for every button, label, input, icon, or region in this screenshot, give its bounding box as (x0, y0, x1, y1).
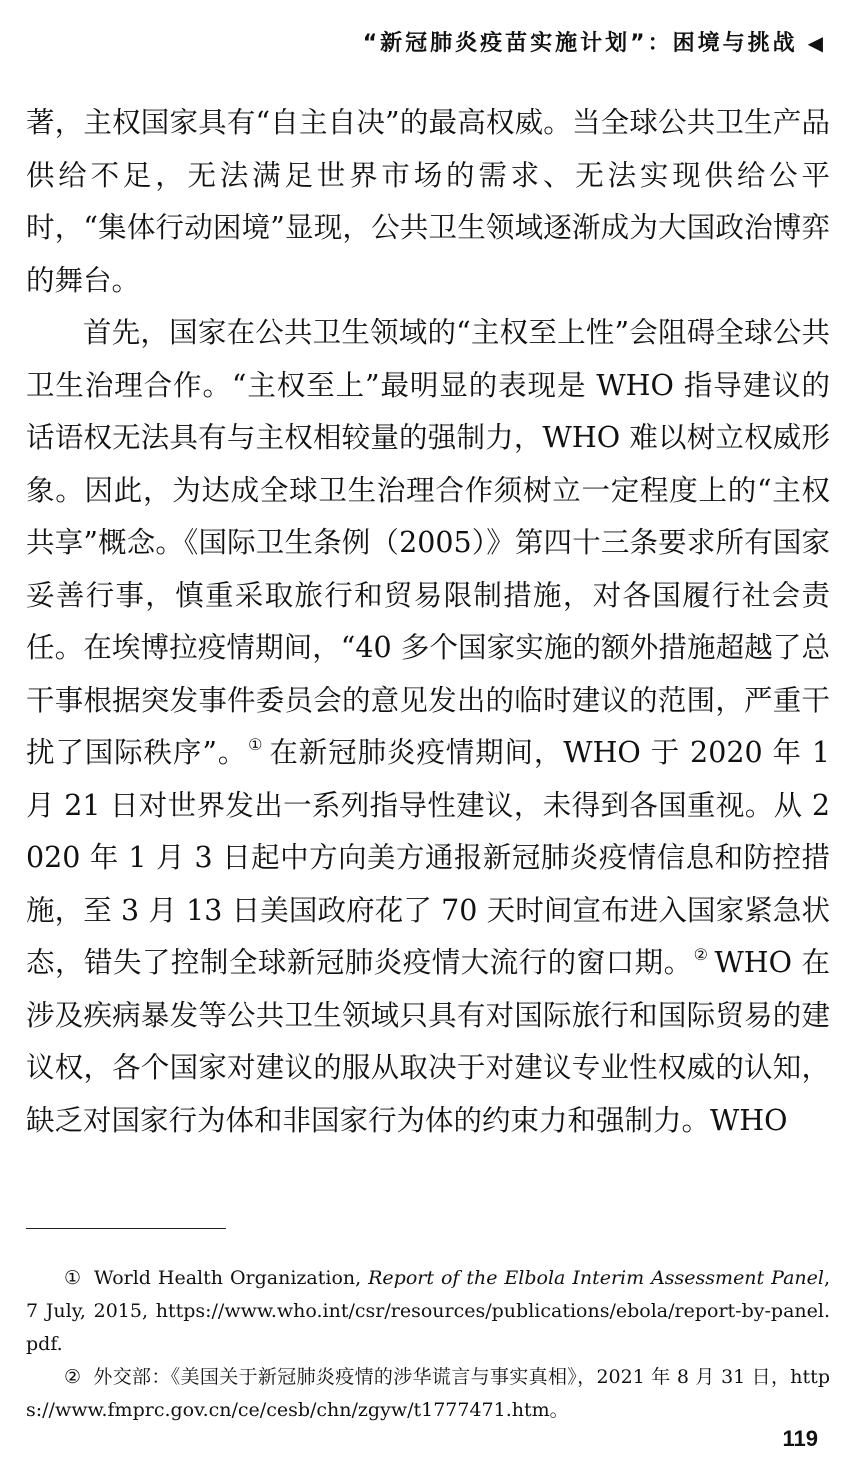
main-text (26, 97, 830, 1147)
paragraph-continuation: 著，主权国家具有“自主自决”的最高权威。当全球公共卫生产品供给不足，无法满足世界市场的需求、无法实现供给公平时，“集体行动困境”显现，公共卫生领域逐渐成为大国政治博弈的舞台。 (26, 106, 830, 297)
footnote-2 (26, 1361, 830, 1427)
footnote-2-marker: ② (64, 1366, 82, 1388)
footnotes (26, 1262, 830, 1427)
footnote-1 (26, 1262, 830, 1361)
paragraph-text-part-3: WHO 在涉及疾病暴发等公共卫生领域只具有对国际旅行和国际贸易的建议权，各个国家对建议的服从取决于对建议专业性权威的认知，缺乏对国家行为体和非国家行为体的约束力和强制力。WHO (26, 946, 830, 1137)
footnote-divider (26, 1228, 226, 1229)
footnote-2-text: 外交部：《美国关于新冠肺炎疫情的涉华谎言与事实真相》，2021 年 8 月 31 日，https://www.fmprc.gov.cn/ce/cesb/chn/zgyw/t1777471.htm。 (26, 1366, 830, 1421)
triangle-left-icon: ◀ (807, 31, 826, 55)
running-header (363, 26, 826, 57)
footnote-ref-1[interactable]: ① (248, 735, 264, 754)
footnote-1-author: World Health Organization, (93, 1267, 369, 1289)
page-number: 119 (782, 1426, 818, 1451)
paragraph-text-part-2: 在新冠肺炎疫情期间，WHO 于 2020 年 1 月 21 日对世界发出一系列指导性建议，未得到各国重视。从 2020 年 1 月 3 日起中方向美方通报新冠肺炎疫情信息和防控措施，至 3 月 13 日美国政府花了 70 天时间宣布进入国家紧急状态，错失了控制全球新冠肺炎疫情大流行的窗口期。 (26, 736, 830, 979)
footnote-1-details: , 7 July, 2015, https://www.who.int/csr/resources/publications/ebola/report-by-panel.pdf. (26, 1267, 830, 1355)
footnote-1-title: Report of the Elbola Interim Assessment Panel (368, 1267, 824, 1289)
running-title: “新冠肺炎疫苗实施计划”：困境与挑战 (362, 31, 798, 56)
paragraph-text-part-1: 首先，国家在公共卫生领域的“主权至上性”会阻碍全球公共卫生治理合作。“主权至上”最明显的表现是 WHO 指导建议的话语权无法具有与主权相较量的强制力，WHO 难以树立权威形象。因此，为达成全球卫生治理合作须树立一定程度上的“主权共享”概念。《国际卫生条例（2005）》第四十三条要求所有国家妥善行事，慎重采取旅行和贸易限制措施，对各国履行社会责任。在埃博拉疫情期间，“40 多个国家实施的额外措施超越了总干事根据突发事件委员会的意见发出的临时建议的范围，严重干扰了国际秩序”。 (26, 316, 830, 769)
footnote-1-marker: ① (64, 1267, 82, 1289)
paragraph-sovereignty (26, 307, 830, 1147)
footnote-ref-2[interactable]: ② (693, 945, 709, 964)
